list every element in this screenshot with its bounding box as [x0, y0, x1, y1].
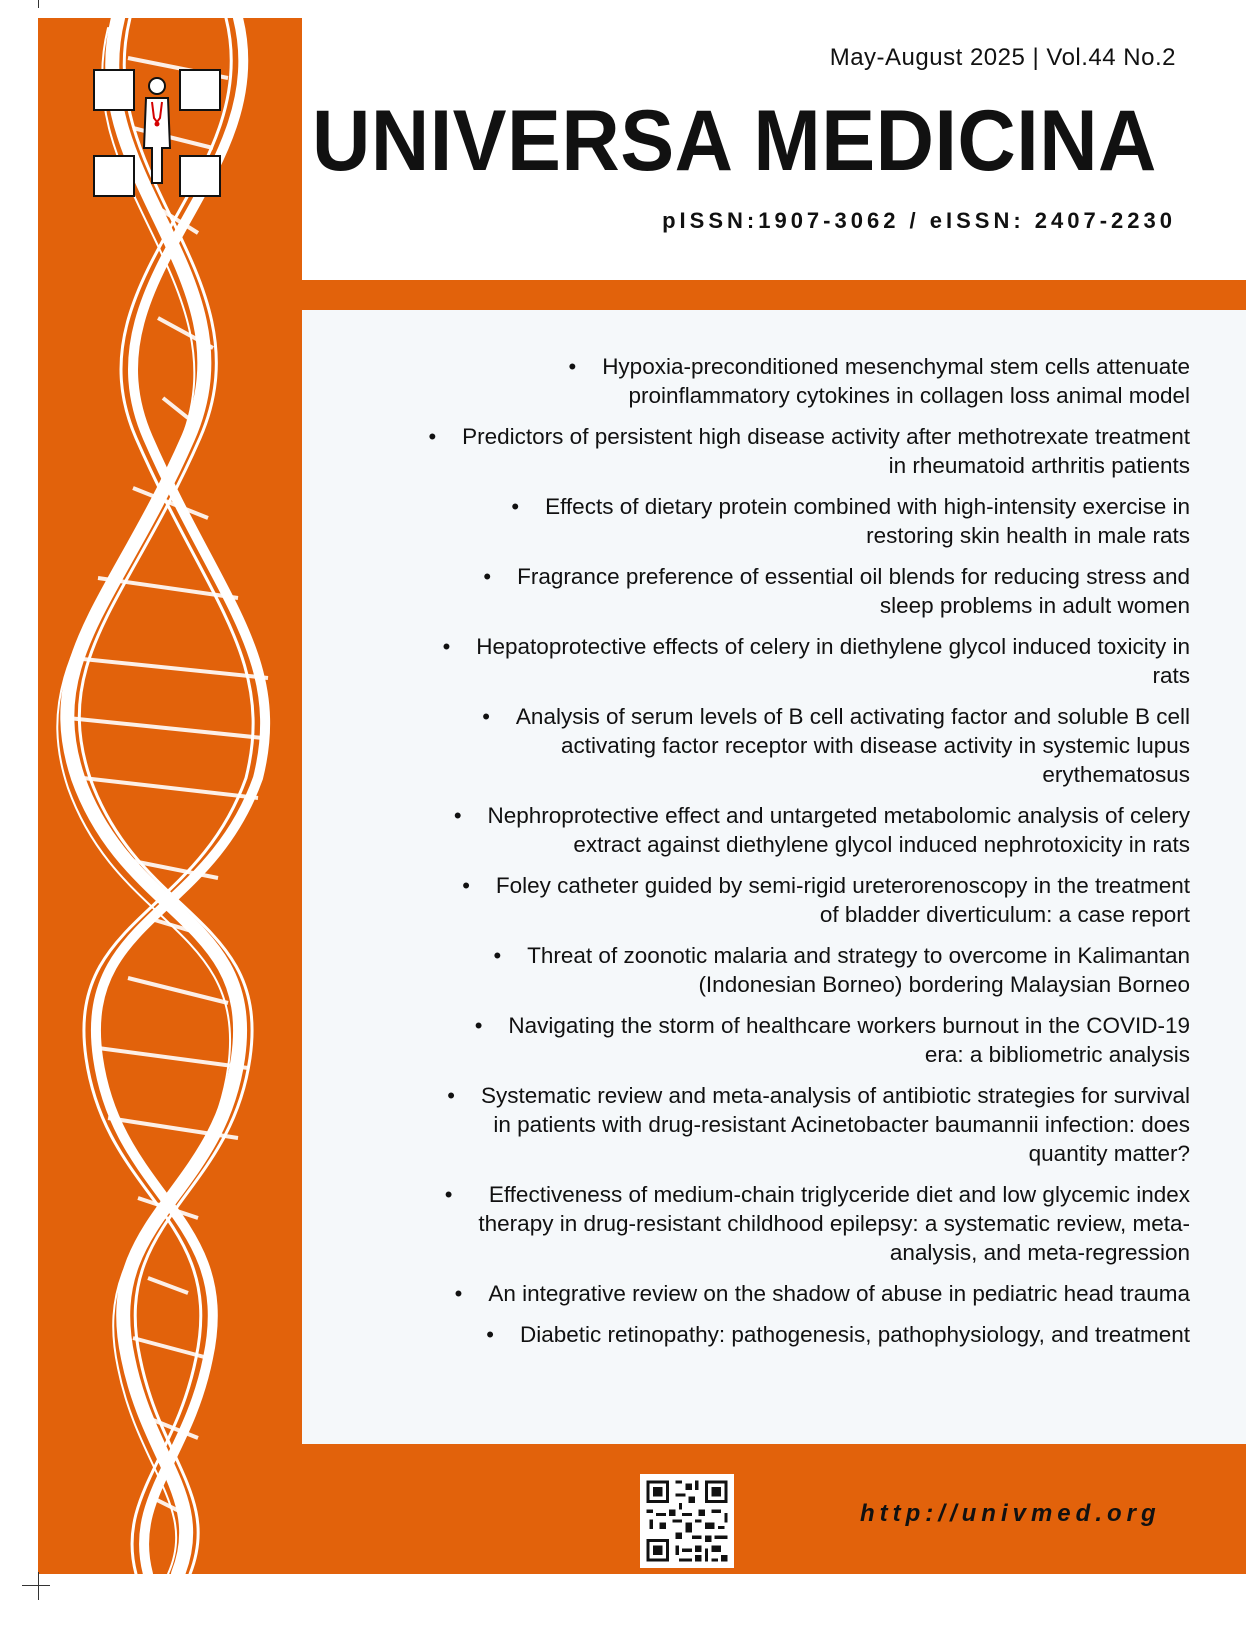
bullet-icon: • — [511, 494, 520, 519]
article-title: Diabetic retinopathy: pathogenesis, pathophysiology, and treatment — [519, 1322, 1190, 1347]
list-item — [330, 702, 1190, 789]
article-title: An integrative review on the shadow of abuse in pediatric head trauma — [488, 1281, 1190, 1306]
list-item — [330, 492, 1190, 550]
bullet-icon: • — [486, 1322, 494, 1347]
bullet-icon: • — [453, 803, 462, 828]
issue-info: May-August 2025 | Vol.44 No.2 — [829, 44, 1176, 71]
article-title: Analysis of serum levels of B cell activating factor and soluble B cell activating factor receptor with disease activity in systemic lupus erythematosus — [515, 704, 1190, 787]
issn-line: pISSN:1907-3062 / eISSN: 2407-2230 — [662, 208, 1176, 233]
header-divider-band — [302, 280, 1246, 310]
bullet-icon: • — [493, 943, 502, 968]
list-item — [330, 562, 1190, 620]
article-title: Effectiveness of medium-chain triglyceride diet and low glycemic index therapy in drug-resistant childhood epilepsy: a systematic review, meta- analysis, and meta-regression — [478, 1182, 1190, 1265]
crop-mark-top — [38, 0, 39, 8]
list-item — [330, 871, 1190, 929]
list-item — [330, 352, 1190, 410]
bullet-icon: • — [447, 1083, 455, 1108]
article-title: Fragrance preference of essential oil blends for reducing stress and sleep problems in adult women — [517, 564, 1190, 618]
article-title: Systematic review and meta-analysis of antibiotic strategies for survival in patients with drug-resistant Acinetobacter baumannii infection: does quantity matter? — [480, 1083, 1190, 1166]
bullet-icon: • — [442, 634, 451, 659]
list-item — [330, 422, 1190, 480]
list-item — [330, 632, 1190, 690]
bullet-icon: • — [568, 354, 577, 379]
article-title: Foley catheter guided by semi-rigid ureterorenoscopy in the treatment of bladder diverticulum: a case report — [495, 873, 1190, 927]
list-item — [330, 1180, 1190, 1267]
list-item — [330, 1081, 1190, 1168]
list-item — [330, 1279, 1190, 1308]
list-item — [330, 1320, 1190, 1349]
list-item — [330, 801, 1190, 859]
crop-mark-bottom-h — [22, 1585, 50, 1586]
journal-title: UNIVERSA MEDICINA — [312, 93, 1157, 189]
bullet-icon: • — [483, 564, 492, 589]
qr-code-icon[interactable] — [640, 1474, 734, 1568]
article-list — [330, 352, 1190, 1361]
article-title: Predictors of persistent high disease activity after methotrexate treatment in rheumatoid arthritis patients — [462, 424, 1190, 478]
article-title: Nephroprotective effect and untargeted metabolomic analysis of celery extract against diethylene glycol induced nephrotoxicity in rats — [487, 803, 1190, 857]
list-item — [330, 1011, 1190, 1069]
bullet-icon: • — [482, 704, 490, 729]
article-title: Navigating the storm of healthcare workers burnout in the COVID-19 era: a bibliometric analysis — [508, 1013, 1190, 1067]
article-title: Hepatoprotective effects of celery in diethylene glycol induced toxicity in rats — [476, 634, 1190, 688]
bullet-icon: • — [454, 1281, 463, 1306]
article-title: Hypoxia-preconditioned mesenchymal stem cells attenuate proinflammatory cytokines in collagen loss animal model — [602, 354, 1190, 408]
list-item — [330, 941, 1190, 999]
bullet-icon: • — [428, 424, 437, 449]
bullet-icon: • — [462, 873, 470, 898]
article-title: Threat of zoonotic malaria and strategy to overcome in Kalimantan (Indonesian Borneo) bordering Malaysian Borneo — [527, 943, 1190, 997]
website-link[interactable]: http://univmed.org — [860, 1500, 1161, 1527]
crop-mark-bottom-v — [38, 1572, 39, 1600]
journal-logo-icon — [92, 68, 222, 198]
article-title: Effects of dietary protein combined with high-intensity exercise in restoring skin health in male rats — [545, 494, 1190, 548]
bullet-icon: • — [474, 1013, 483, 1038]
dna-helix-illustration — [38, 18, 302, 1574]
bullet-icon: • — [444, 1182, 453, 1207]
